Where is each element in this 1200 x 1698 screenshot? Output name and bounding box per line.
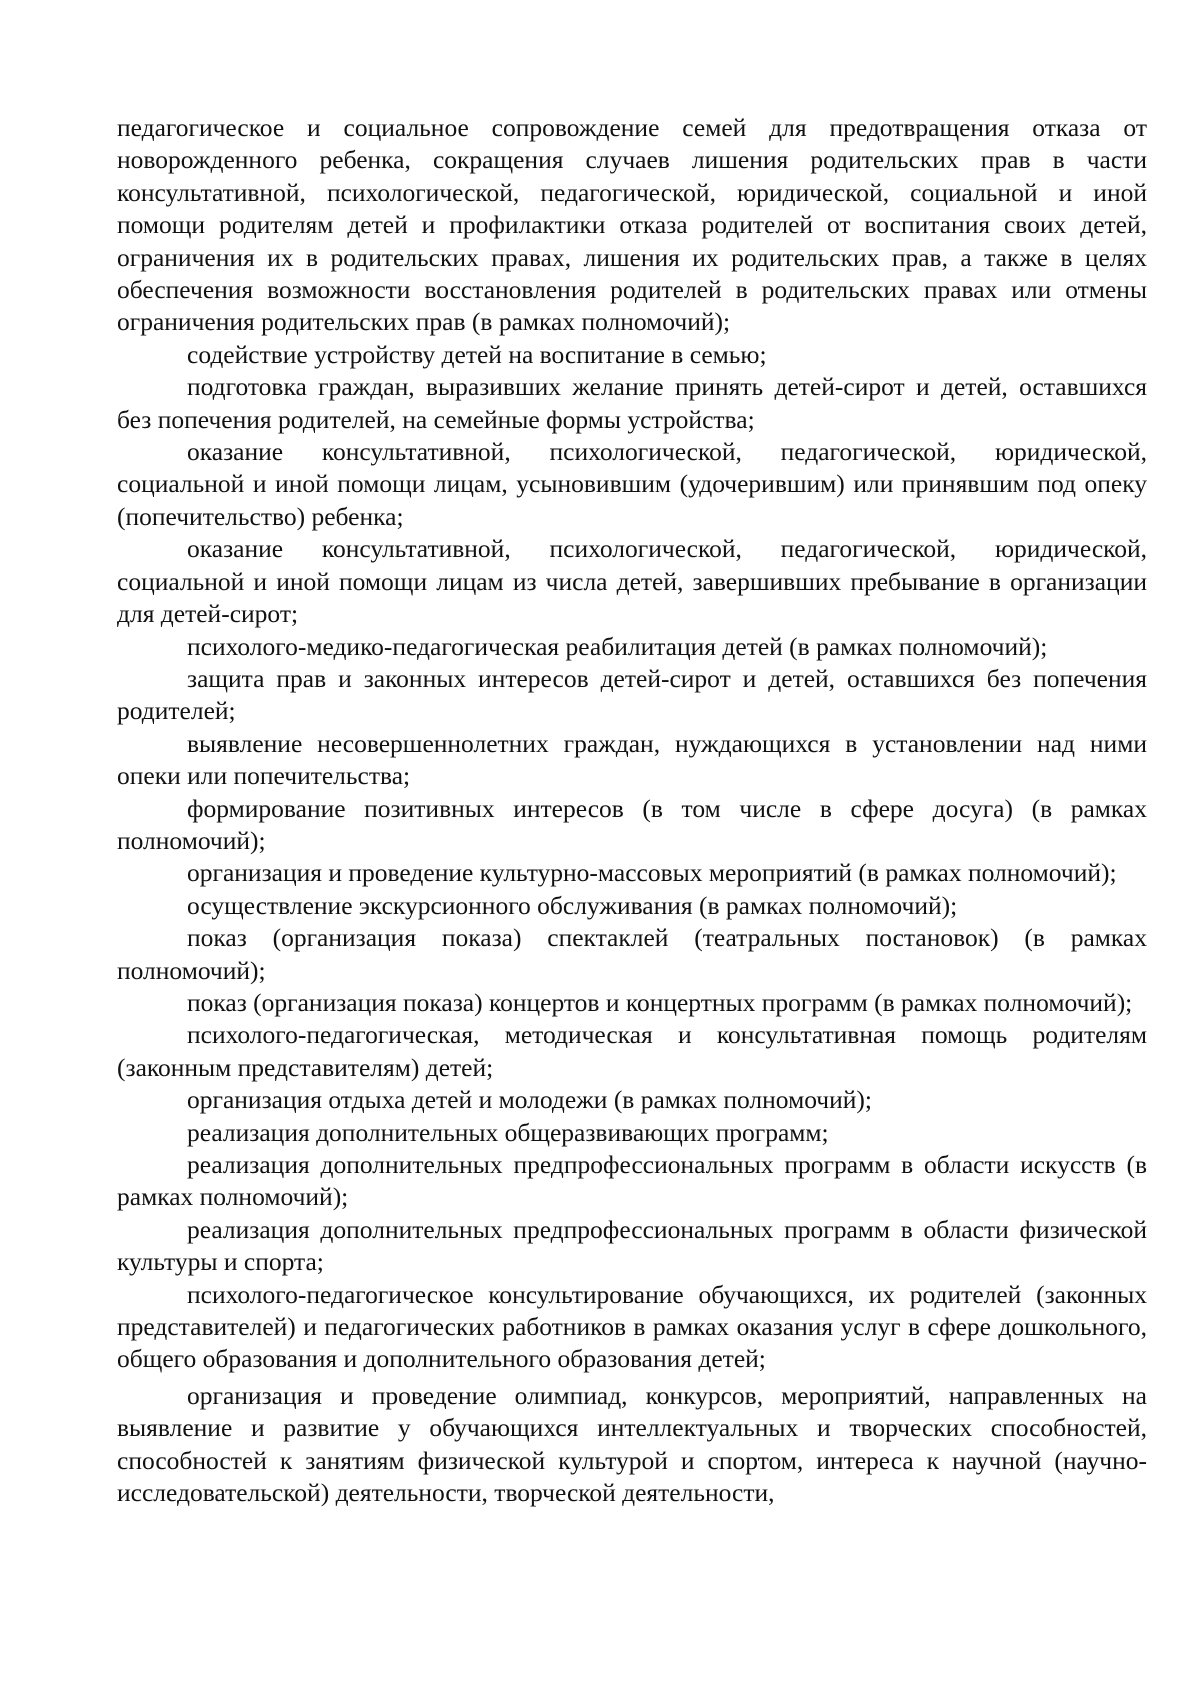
document-page bbox=[117, 112, 1147, 1509]
paragraph-family-support: педагогическое и социальное сопровождение семей для предотвращения отказа от новорожденного ребенка, сокращения случаев лишения родительских прав в части консультативной, психологической, педагогической, юридической, социальной и иной помощи родителям детей и профилактики отказа родителей от воспитания своих детей, ограничения их в родительских правах, лишения их родительских прав, а также в целях обеспечения возможности восстановления родителей в родительских правах или отмены ограничения родительских прав (в рамках полномочий); bbox=[117, 113, 1147, 337]
paragraph-orphan-graduate-assistance: оказание консультативной, психологической, педагогической, юридической, социальной и иной помощи лицам из числа детей, завершивших пребывание в организации для детей-сирот; bbox=[117, 534, 1147, 629]
paragraph-excursions: осуществление экскурсионного обслуживания (в рамках полномочий); bbox=[187, 890, 958, 920]
paragraph-positive-interests: формирование позитивных интересов (в том числе в сфере досуга) (в рамках полномочий); bbox=[117, 793, 1147, 855]
paragraph-concerts: показ (организация показа) концертов и концертных программ (в рамках полномочий); bbox=[187, 987, 1133, 1017]
paragraph-adopter-assistance: оказание консультативной, психологической, педагогической, юридической, социальной и иной помощи лицам, усыновившим (удочерившим) или принявшим под опеку (попечительство) ребенка; bbox=[117, 437, 1147, 531]
paragraph-family-placement: содействие устройству детей на воспитание в семью; bbox=[187, 339, 767, 369]
paragraph-parent-help: психолого-педагогическая, методическая и консультативная помощь родителям (законным представителям) детей; bbox=[117, 1020, 1147, 1082]
paragraph-recreation: организация отдыха детей и молодежи (в рамках полномочий); bbox=[187, 1085, 872, 1115]
paragraph-performances: показ (организация показа) спектаклей (театральных постановок) (в рамках полномочий); bbox=[117, 923, 1147, 985]
paragraph-counseling: психолого-педагогическое консультирование обучающихся, их родителей (законных представителей) и педагогических работников в рамках оказания услуг в сфере дошкольного, общего образования и дополнительного образования детей; bbox=[117, 1279, 1147, 1374]
paragraph-rehabilitation: психолого-медико-педагогическая реабилитация детей (в рамках полномочий); bbox=[187, 631, 1048, 661]
paragraph-sports-programs: реализация дополнительных предпрофессиональных программ в области физической культуры и спорта; bbox=[117, 1214, 1147, 1277]
paragraph-rights-protection: защита прав и законных интересов детей-сирот и детей, оставшихся без попечения родителей; bbox=[117, 663, 1147, 726]
paragraph-cultural-events: организация и проведение культурно-массовых мероприятий (в рамках полномочий); bbox=[187, 858, 1117, 888]
paragraph-guardianship-identification: выявление несовершеннолетних граждан, нуждающихся в установлении над ними опеки или попечительства; bbox=[117, 728, 1147, 791]
paragraph-citizen-training: подготовка граждан, выразивших желание принять детей-сирот и детей, оставшихся без попечения родителей, на семейные формы устройства; bbox=[117, 372, 1147, 434]
paragraph-arts-programs: реализация дополнительных предпрофессиональных программ в области искусств (в рамках полномочий); bbox=[117, 1150, 1147, 1212]
paragraph-olympiads: организация и проведение олимпиад, конкурсов, мероприятий, направленных на выявление и развитие у обучающихся интеллектуальных и творческих способностей, способностей к занятиям физической культурой и спортом, интереса к научной (научно-исследовательской) деятельности, творческой деятельности, bbox=[117, 1380, 1147, 1508]
paragraph-general-programs: реализация дополнительных общеразвивающих программ; bbox=[187, 1117, 829, 1147]
